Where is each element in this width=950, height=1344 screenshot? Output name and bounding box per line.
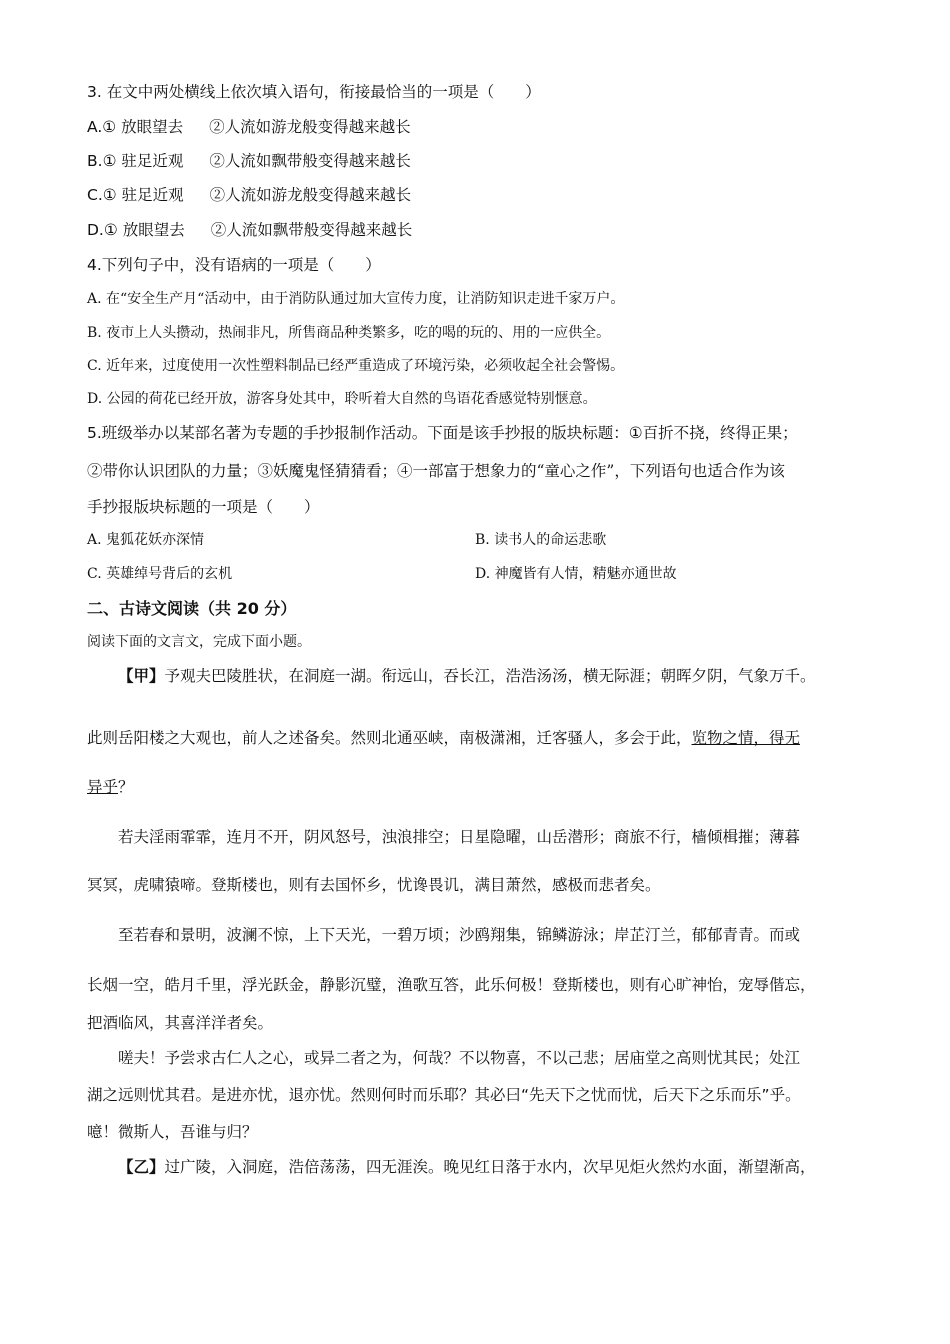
q4-stem: 4.下列句子中，没有语病的一项是（ ） <box>87 256 381 274</box>
passage-p5-line-1: 【乙】过广陵，入洞庭，浩倍荡荡，四无涯涘。晚见红日落于水内，次早见炬火然灼水面，渐望渐高， <box>118 1158 816 1176</box>
section-heading: 二、古诗文阅读（共 20 分） <box>87 599 297 618</box>
passage-p4-line-3: 噫！微斯人，吾谁与归？ <box>87 1123 258 1141</box>
passage-p3-line-1: 至若春和景明，波澜不惊，上下天光，一碧万顷；沙鸥翔集，锦鳞游泳；岸芷汀兰，郁郁青青。而或 <box>118 926 801 944</box>
q3-option-a: A.① 放眼望去 ②人流如游龙般变得越来越长 <box>87 118 411 136</box>
q5-stem-line-1: 5.班级举办以某部名著为专题的手抄报制作活动。下面是该手抄报的版块标题：①百折不挠，终得正果； <box>87 424 798 442</box>
q4-option-c: C. 近年来，过度使用一次性塑料制品已经严重造成了环境污染，必须收起全社会警惕。 <box>87 358 625 374</box>
q5-option-a: A. 鬼狐花妖亦深情 <box>87 532 205 548</box>
passage-p1-line-2: 此则岳阳楼之大观也，前人之述备矣。然则北通巫峡，南极潇湘，迁客骚人，多会于此，览物之情，得无 <box>87 729 801 747</box>
passage-p2-line-2: 冥冥，虎啸猿啼。登斯楼也，则有去国怀乡，忧谗畏讥，满目萧然，感极而悲者矣。 <box>87 876 661 894</box>
passage-p1-line-3: 异乎？ <box>87 778 134 796</box>
q5-option-d: D. 神魔皆有人情，精魅亦通世故 <box>475 566 677 582</box>
q4-option-b: B. 夜市上人头攒动，热闹非凡，所售商品种类繁多，吃的喝的玩的、用的一应供全。 <box>87 325 611 341</box>
underlined-phrase: 览物之情，得无 <box>691 729 801 747</box>
q5-stem-line-3: 手抄报版块标题的一项是（ ） <box>87 498 320 516</box>
passage-p1-line-1: 【甲】予观夫巴陵胜状，在洞庭一湖。衔远山，吞长江，浩浩汤汤，横无际涯；朝晖夕阴，气象万千。 <box>118 667 816 685</box>
passage-p3-line-2: 长烟一空，皓月千里，浮光跃金，静影沉璧，渔歌互答，此乐何极！登斯楼也，则有心旷神怡，宠辱偕忘， <box>87 976 816 994</box>
passage-p2-line-1: 若夫淫雨霏霏，连月不开，阴风怒号，浊浪排空；日星隐曜，山岳潜形；商旅不行，樯倾楫摧；薄暮 <box>118 828 801 846</box>
q3-stem: 3. 在文中两处横线上依次填入语句，衔接最恰当的一项是（ ） <box>87 83 541 101</box>
passage-label-jia: 【甲】 <box>118 667 165 685</box>
passage-label-yi: 【乙】 <box>118 1158 165 1176</box>
passage-p4-line-1: 嗟夫！予尝求古仁人之心，或异二者之为，何哉？不以物喜，不以己悲；居庙堂之高则忧其民；处江 <box>118 1049 801 1067</box>
q4-option-a: A. 在“安全生产月“活动中，由于消防队通过加大宣传力度，让消防知识走进千家万户。 <box>87 291 625 307</box>
q5-option-c: C. 英雄绰号背后的玄机 <box>87 566 233 582</box>
q5-stem-line-2: ②带你认识团队的力量；③妖魔鬼怪猜猜看；④一部富于想象力的“童心之作”，下列语句也适合作为该 <box>87 462 785 480</box>
q3-option-c: C.① 驻足近观 ②人流如游龙般变得越来越长 <box>87 186 412 204</box>
q3-option-d: D.① 放眼望去 ②人流如飘带般变得越来越长 <box>87 221 413 239</box>
q3-option-b: B.① 驻足近观 ②人流如飘带般变得越来越长 <box>87 152 411 170</box>
q4-option-d: D. 公园的荷花已经开放，游客身处其中，聆听着大自然的鸟语花香感觉特别惬意。 <box>87 391 597 407</box>
underlined-phrase-cont: 异乎 <box>87 778 119 796</box>
section-instruction: 阅读下面的文言文，完成下面小题。 <box>87 634 311 650</box>
passage-p3-line-3: 把酒临风，其喜洋洋者矣。 <box>87 1014 274 1032</box>
passage-p4-line-2: 湖之远则忧其君。是进亦忧，退亦忧。然则何时而乐耶？其必曰“先天下之忧而忧，后天下之乐而乐”乎。 <box>87 1086 801 1104</box>
q5-option-b: B. 读书人的命运悲歌 <box>475 532 607 548</box>
